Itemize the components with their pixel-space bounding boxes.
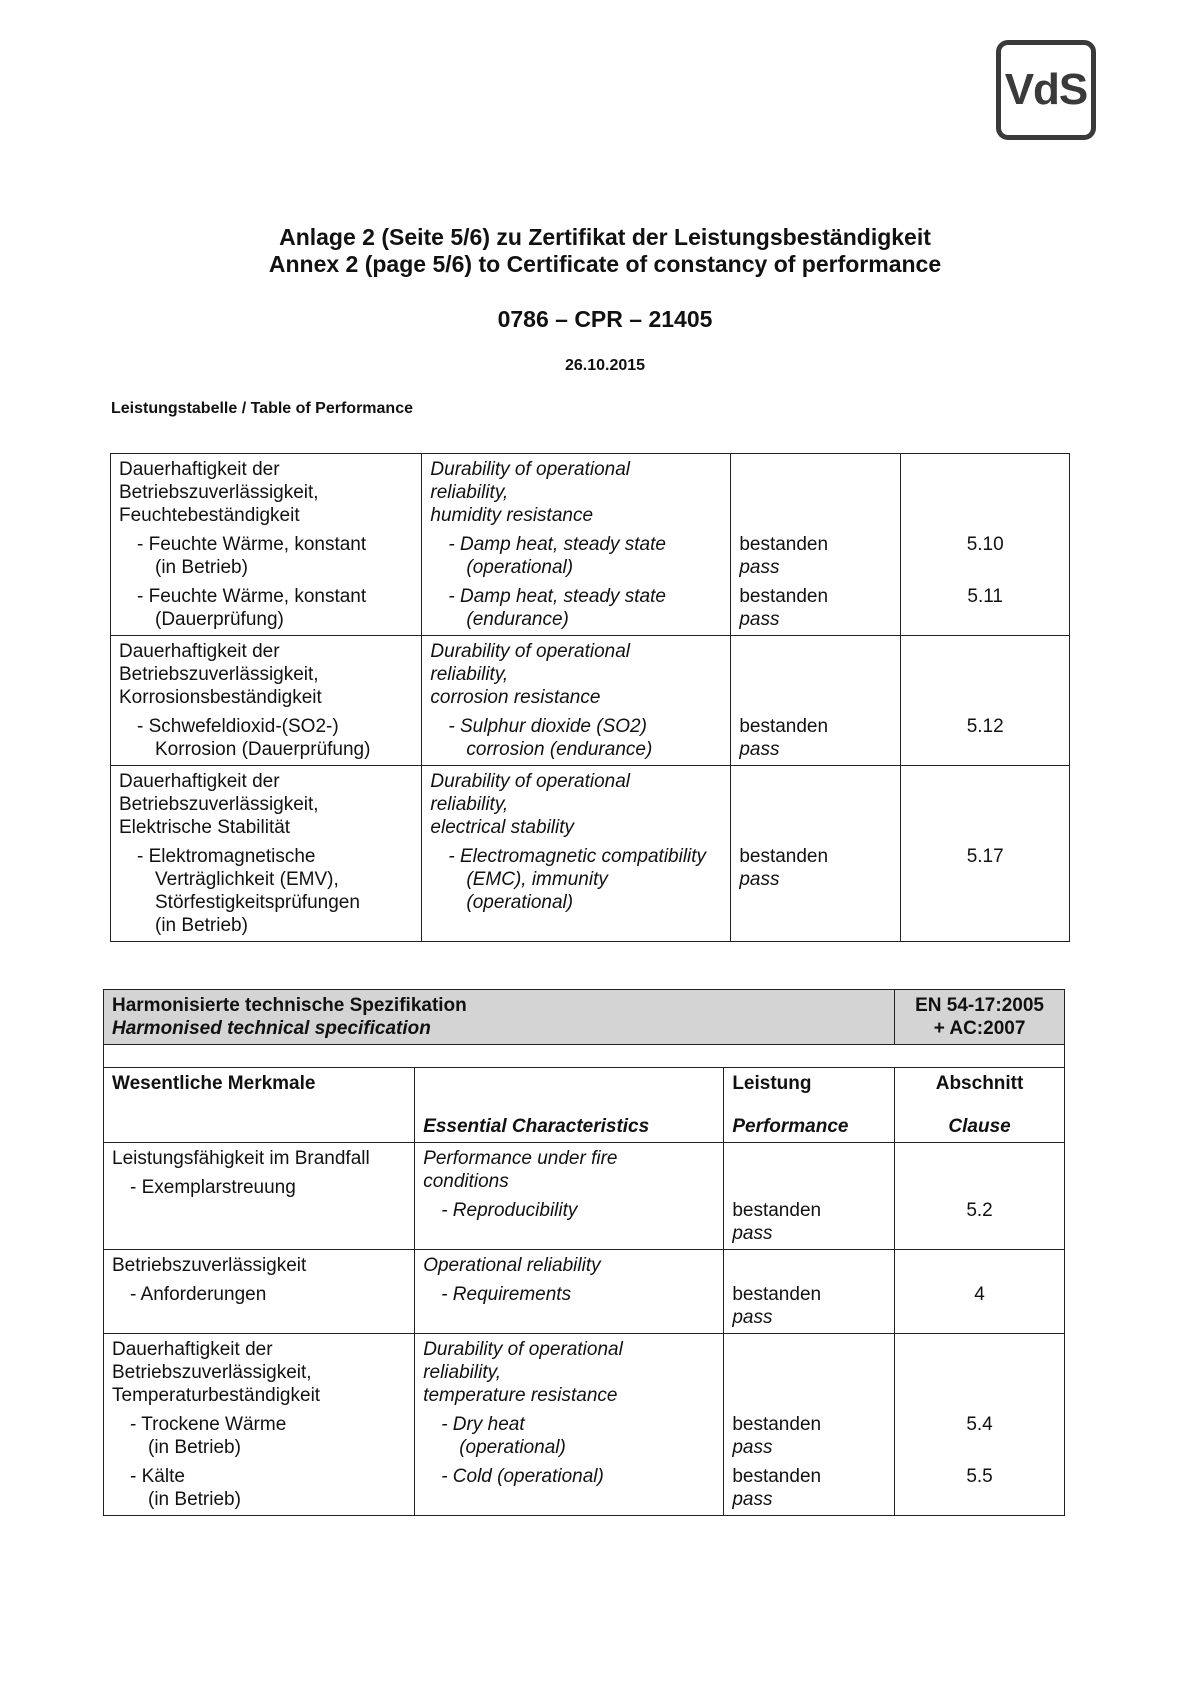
item-label-english: - Sulphur dioxide (SO2) [448,716,647,737]
item-label-german: - Feuchte Wärme, konstant [137,534,367,555]
clause-number: 5.5 [966,1466,993,1487]
clause-number: 5.10 [966,534,1004,555]
clause-cell [901,766,1070,942]
item-label-german: (in Betrieb) [148,1437,241,1458]
group-heading-english: Performance under fire [423,1148,618,1169]
characteristic-english-cell [415,1250,724,1334]
standard-name: EN 54-17:2005 [915,995,1044,1016]
table-row [111,766,1070,942]
header-c2-label: Essential Characteristics [423,1116,650,1137]
item-label-english: (EMC), immunity [466,869,608,890]
group-heading-english: conditions [423,1171,509,1192]
group-heading-german: Betriebszuverlässigkeit, [119,664,319,685]
clause-number: 5.2 [966,1200,993,1221]
item-label-german: - Trockene Wärme [130,1414,287,1435]
result-english: pass [739,739,780,760]
header-c4-label-de: Abschnitt [935,1073,1024,1094]
header-essential-characteristics [415,1068,724,1143]
characteristic-german-cell [111,766,422,942]
performance-table-harmonised [103,989,1065,1516]
title-english: Annex 2 (page 5/6) to Certificate of constancy of performance [268,251,942,277]
spec-title-english: Harmonised technical specification [112,1018,431,1039]
clause-number: 5.12 [966,716,1004,737]
group-heading-english: Operational reliability [423,1255,601,1276]
result-english: pass [732,1307,773,1328]
group-heading-english: humidity resistance [430,505,594,526]
item-label-german: (in Betrieb) [155,915,248,936]
clause-cell [901,636,1070,766]
item-label-english: - Cold (operational) [441,1466,604,1487]
group-heading-english: reliability, [430,794,509,815]
certificate-date: 26.10.2015 [564,357,646,374]
item-label-english: (operational) [459,1437,566,1458]
group-heading-german: Betriebszuverlässigkeit, [112,1362,312,1383]
group-heading-english: reliability, [430,664,509,685]
group-heading-german: Elektrische Stabilität [119,817,291,838]
group-heading-german: Temperaturbeständigkeit [112,1385,321,1406]
characteristic-english-cell [415,1143,724,1250]
result-german: bestanden [739,534,829,555]
item-label-english: - Electromagnetic compatibility [448,846,707,867]
clause-cell [901,454,1070,636]
characteristic-german-cell [104,1143,415,1250]
item-label-german: - Feuchte Wärme, konstant [137,586,367,607]
spec-title-german: Harmonisierte technische Spezifikation [112,995,467,1016]
performance-cell [731,766,901,942]
title-german: Anlage 2 (Seite 5/6) zu Zertifikat der Leistungsbeständigkeit [279,224,931,250]
group-heading-german: Dauerhaftigkeit der [119,641,280,662]
group-heading-german: Dauerhaftigkeit der [119,771,280,792]
header-c1-label: Wesentliche Merkmale [112,1073,316,1094]
item-label-english: - Damp heat, steady state [448,534,666,555]
group-heading-english: Durability of operational [423,1339,623,1360]
item-label-german: - Anforderungen [130,1284,267,1305]
group-heading-german: Betriebszuverlässigkeit, [119,794,319,815]
item-label-german: Korrosion (Dauerprüfung) [155,739,371,760]
result-german: bestanden [739,716,829,737]
group-heading-german: Feuchtebeständigkeit [119,505,300,526]
table-row [104,1143,1065,1250]
result-english: pass [739,557,780,578]
group-heading-english: temperature resistance [423,1385,618,1406]
standard-amendment: + AC:2007 [933,1018,1026,1039]
group-heading-english: corrosion resistance [430,687,601,708]
characteristic-english-cell [415,1334,724,1516]
clause-number: 4 [974,1284,985,1305]
result-english: pass [739,869,780,890]
group-heading-german: Korrosionsbeständigkeit [119,687,322,708]
performance-cell [724,1250,895,1334]
table-caption: Leistungstabelle / Table of Performance [111,400,413,417]
clause-number: 5.11 [967,586,1003,607]
characteristic-german-cell [111,636,422,766]
group-heading-german: Dauerhaftigkeit der [112,1339,273,1360]
certificate-number: 0786 – CPR – 21405 [497,306,713,332]
performance-cell [724,1334,895,1516]
characteristic-german-cell [111,454,422,636]
table-row [104,1250,1065,1334]
empty-row [104,1045,1065,1068]
spec-title-cell [104,990,895,1045]
result-german: bestanden [732,1414,822,1435]
table-row [104,1334,1065,1516]
performance-cell [731,454,901,636]
characteristic-english-cell [422,636,731,766]
characteristic-german-cell [104,1250,415,1334]
header-performance [724,1068,895,1143]
characteristic-german-cell [104,1334,415,1516]
result-german: bestanden [732,1200,822,1221]
group-heading-german: Betriebszuverlässigkeit, [119,482,319,503]
item-label-german: (in Betrieb) [148,1489,241,1510]
characteristic-english-cell [422,766,731,942]
clause-cell [895,1334,1065,1516]
table-row [111,454,1070,636]
group-heading-german: Betriebszuverlässigkeit [112,1255,307,1276]
clause-cell [895,1143,1065,1250]
item-label-german: (Dauerprüfung) [155,609,284,630]
standard-cell [895,990,1065,1045]
header-wesentliche-merkmale [104,1068,415,1143]
item-label-german: - Elektromagnetische [137,846,316,867]
item-label-english: (operational) [466,892,574,913]
group-heading-german: Leistungsfähigkeit im Brandfall [112,1148,370,1169]
header-c4-label-en: Clause [948,1116,1011,1137]
performance-cell [724,1143,895,1250]
group-heading-german: Dauerhaftigkeit der [119,459,280,480]
header-c3-label-de: Leistung [732,1073,812,1094]
result-english: pass [732,1223,773,1244]
group-heading-english: reliability, [423,1362,501,1383]
item-label-english: corrosion (endurance) [466,739,653,760]
result-english: pass [732,1489,773,1510]
result-german: bestanden [732,1466,822,1487]
group-heading-english: Durability of operational [430,641,631,662]
result-german: bestanden [732,1284,822,1305]
item-label-german: - Kälte [130,1466,185,1487]
group-heading-english: Durability of operational [430,771,631,792]
performance-table-continued [110,453,1070,942]
performance-cell [731,636,901,766]
group-heading-english: electrical stability [430,817,575,838]
result-german: bestanden [739,846,829,867]
vds-logo: VdS [996,40,1096,140]
clause-number: 5.17 [966,846,1004,867]
result-english: pass [739,609,780,630]
characteristic-english-cell [422,454,731,636]
item-label-german: Störfestigkeitsprüfungen [155,892,360,913]
clause-number: 5.4 [966,1414,993,1435]
group-heading-english: Durability of operational [430,459,631,480]
item-label-english: (endurance) [466,609,569,630]
clause-cell [895,1250,1065,1334]
header-c3-label-en: Performance [732,1116,849,1137]
header-clause [895,1068,1065,1143]
item-label-german: (in Betrieb) [155,557,248,578]
spec-row [104,990,1065,1045]
result-german: bestanden [739,586,829,607]
item-label-english: - Dry heat [441,1414,525,1435]
item-label-german: - Exemplarstreuung [130,1177,296,1198]
column-header-row [104,1068,1065,1143]
item-label-german: - Schwefeldioxid-(SO2-) [137,716,339,737]
item-label-english: - Requirements [441,1284,572,1305]
item-label-german: Verträglichkeit (EMV), [155,869,339,890]
group-heading-english: reliability, [430,482,509,503]
item-label-english: - Reproducibility [441,1200,578,1221]
item-label-english: - Damp heat, steady state [448,586,666,607]
result-english: pass [732,1437,773,1458]
table-row [111,636,1070,766]
item-label-english: (operational) [466,557,574,578]
